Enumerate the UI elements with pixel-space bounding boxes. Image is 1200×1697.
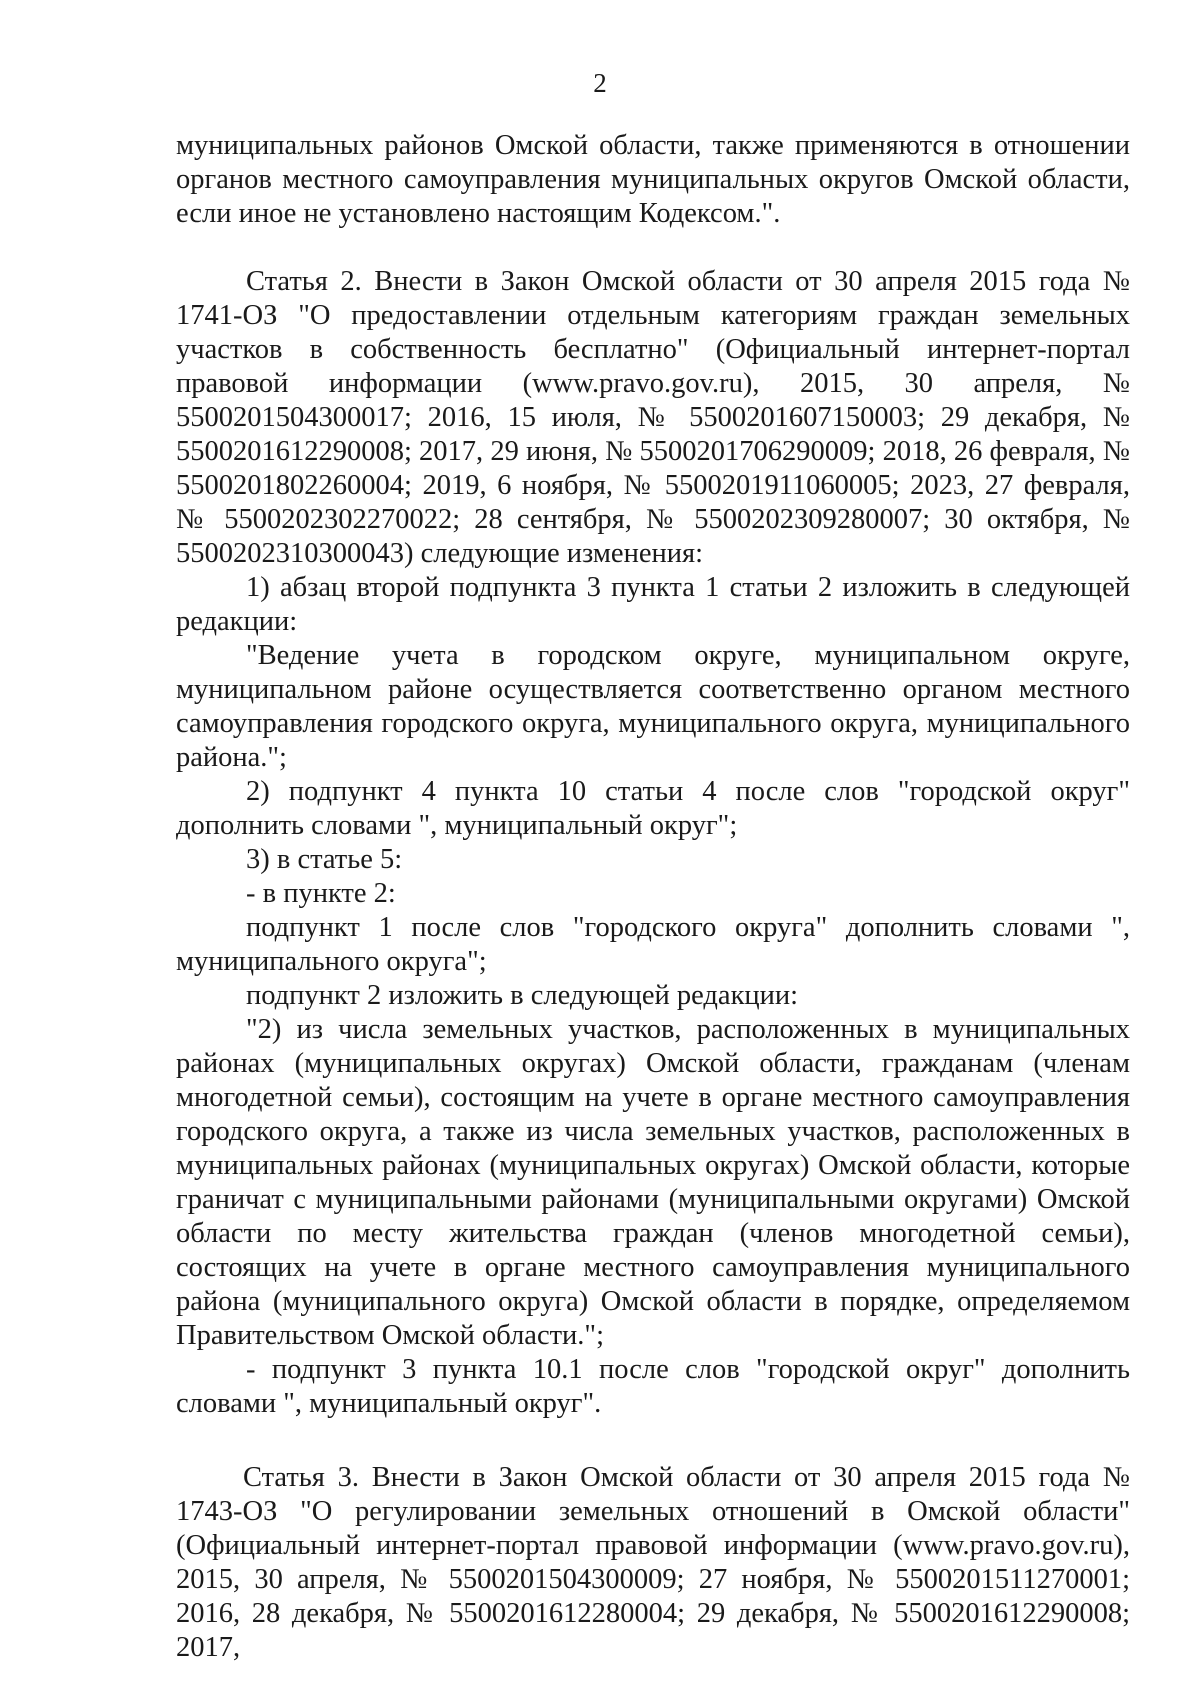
paragraph-subitem-3: - подпункт 3 пункта 10.1 после слов "городской округ" дополнить словами ", муниципальный округ". [176, 1354, 1130, 1419]
paragraph-item-1: 1) абзац второй подпункта 3 пункта 1 статьи 2 изложить в следующей редакции: [176, 572, 1130, 637]
paragraph-item-2: 2) подпункт 4 пункта 10 статьи 4 после слов "городской округ" дополнить словами ", муниципальный округ"; [176, 776, 1130, 841]
paragraph-subitem-1: подпункт 1 после слов "городского округа" дополнить словами ", муниципального округа"; [176, 912, 1130, 977]
document-body-top [176, 129, 1130, 1665]
paragraph-quote-1: "Ведение учета в городском округе, муниципальном округе, муниципальном районе осуществляется соответственно органом местного самоуправления городского округа, муниципального округа, муниципального района."; [176, 640, 1130, 773]
paragraph-subitem-2: подпункт 2 изложить в следующей редакции: [246, 980, 799, 1011]
paragraph-article-2: Статья 2. Внести в Закон Омской области от 30 апреля 2015 года № 1741-ОЗ "О предоставлении отдельным категориям граждан земельных участков в собственность бесплатно" (Официальный интернет-портал правовой информации (www.pravo.gov.ru), 2015, 30 апреля, № 5500201504300017; 2016, 15 июля, № 5500201607150003; 29 декабря, № 5500201612290008; 2017, 29 июня, № 5500201706290009; 2018, 26 февраля, № 5500201802260004; 2019, 6 ноября, № 5500201911060005; 2023, 27 февраля, № 5500202302270022; 28 сентября, № 5500202309280007; 30 октября, № 5500202310300043) следующие изменения: [176, 266, 1130, 569]
paragraph-article-3: Статья 3. Внести в Закон Омской области от 30 апреля 2015 года № 1743-ОЗ "О регулировании земельных отношений в Омской области" (Официальный интернет-портал правовой информации (www.pravo.gov.ru), 2015, 30 апреля, № 5500201504300009; 27 ноября, № 5500201511270001; 2016, 28 декабря, № 5500201612280004; 29 декабря, № 5500201612290008; 2017, [176, 1462, 1130, 1663]
page-number: 2 [593, 68, 607, 98]
paragraph-item-3: 3) в статье 5: [246, 844, 403, 875]
paragraph-quote-2: "2) из числа земельных участков, расположенных в муниципальных районах (муниципальных округах) Омской области, гражданам (членам многодетной семьи), состоящим на учете в органе местного самоуправления городского округа, а также из числа земельных участков, расположенных в муниципальных районах (муниципальных округах) Омской области, которые граничат с муниципальными районами (муниципальными округами) Омской области по месту жительства граждан (членов многодетной семьи), состоящих на учете в органе местного самоуправления муниципального района (муниципального округа) Омской области в порядке, определяемом Правительством Омской области."; [176, 1014, 1130, 1351]
paragraph-point-2: - в пункте 2: [246, 878, 396, 909]
paragraph-continuation: муниципальных районов Омской области, также применяются в отношении органов местного самоуправления муниципальных округов Омской области, если иное не установлено настоящим Кодексом.". [176, 130, 1130, 229]
